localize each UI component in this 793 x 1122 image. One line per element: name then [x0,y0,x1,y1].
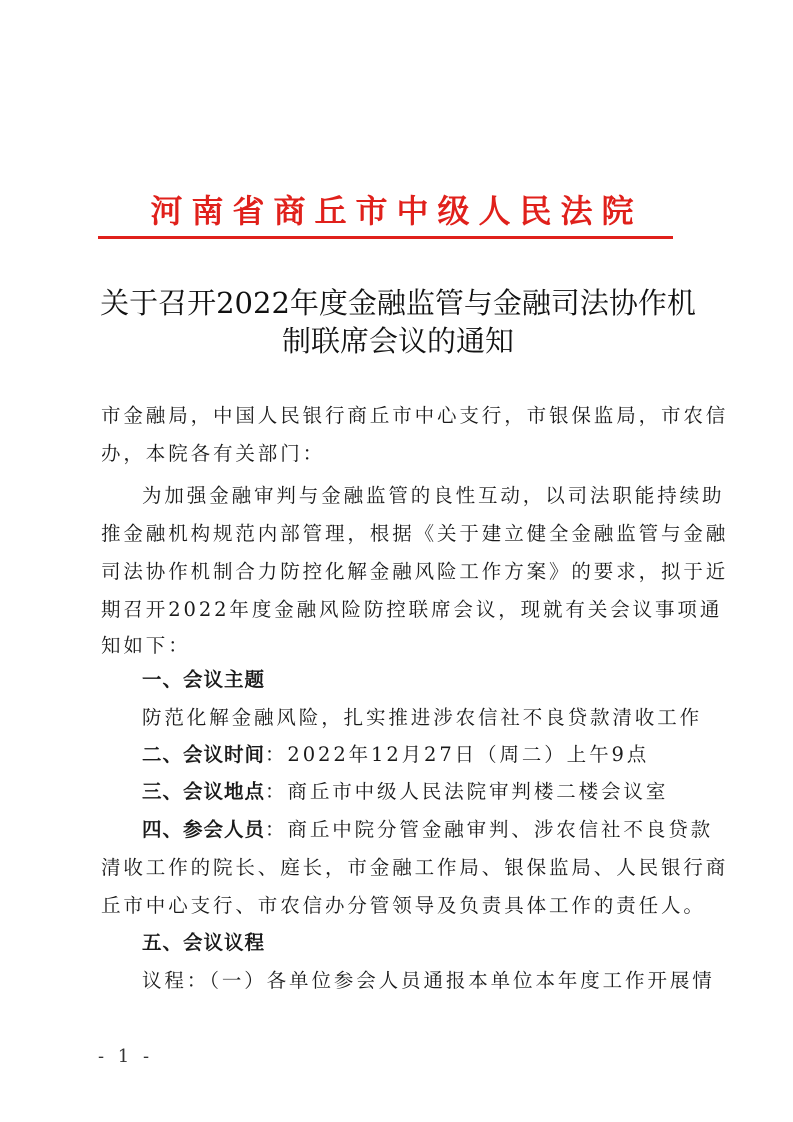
section-4-text-1: ：商丘中院分管金融审判、涉农信社不良贷款 [265,818,714,841]
document-title-line-2: 制联席会议的通知 [281,324,514,358]
page-number: - 1 - [98,1046,154,1067]
intro-line-1: 为加强金融审判与金融监管的良性互动，以司法职能持续助 [142,484,725,507]
red-divider-line [98,236,673,239]
intro-line-4: 期召开2022年度金融风险防控联席会议，现就有关会议事项通 [101,598,723,621]
section-5-text: 议程：（一）各单位参会人员通报本单位本年度工作开展情 [142,969,715,992]
section-4-heading: 四、参会人员 [142,818,266,841]
section-2-line [142,739,742,767]
section-3-line [142,776,742,804]
section-1-text: 防范化解金融风险，扎实推进涉农信社不良贷款清收工作 [142,706,703,729]
section-4-line-1 [142,814,742,842]
section-4-line-2: 清收工作的院长、庭长，市金融工作局、银保监局、人民银行商 [101,856,729,879]
section-2-text: ：2022年12月27日（周二）上午9点 [265,743,650,766]
section-4-line-3: 丘市中心支行、市农信办分管领导及负责具体工作的责任人。 [101,894,706,917]
section-5-heading: 五、会议议程 [142,931,266,954]
section-1-heading: 一、会议主题 [142,668,266,691]
addressee-line-1: 市金融局，中国人民银行商丘市中心支行，市银保监局，市农信 [101,404,729,427]
section-2-heading: 二、会议时间 [142,743,266,766]
section-3-text: ：商丘市中级人民法院审判楼二楼会议室 [265,780,669,803]
addressee-line-2: 办，本院各有关部门： [101,442,326,465]
section-3-heading: 三、会议地点 [142,780,266,803]
document-title-line-1: 关于召开2022年度金融监管与金融司法协作机 [100,286,696,320]
intro-line-5: 知如下： [101,634,191,657]
intro-line-2: 推金融机构规范内部管理，根据《关于建立健全金融监管与金融 [101,522,729,545]
intro-line-3: 司法协作机制合力防控化解金融风险工作方案》的要求，拟于近 [101,560,729,583]
issuing-organization-header: 河南省商丘市中级人民法院 [150,192,643,230]
